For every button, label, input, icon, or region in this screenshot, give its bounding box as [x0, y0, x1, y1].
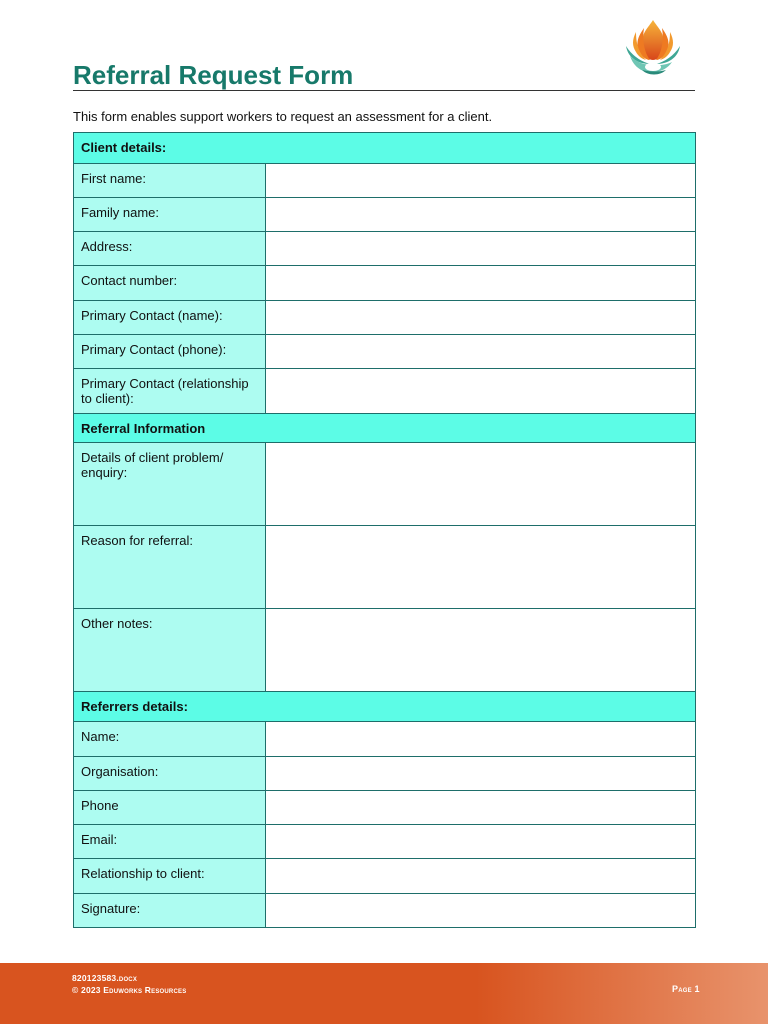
family-name-label: Family name:	[74, 198, 266, 232]
contact-number-label: Contact number:	[74, 266, 266, 301]
other-notes-field[interactable]	[266, 609, 696, 692]
title-underline	[73, 90, 695, 91]
form-row-relationship-to-client	[74, 859, 696, 894]
lotus-flower-logo-icon	[622, 16, 684, 80]
address-field[interactable]	[266, 232, 696, 266]
primary-contact-name-label: Primary Contact (name):	[74, 301, 266, 335]
signature-field[interactable]	[266, 894, 696, 928]
form-row-phone	[74, 791, 696, 825]
form-row-signature	[74, 894, 696, 928]
form-row-primary-contact-relationship	[74, 369, 696, 414]
address-label: Address:	[74, 232, 266, 266]
organisation-field[interactable]	[266, 757, 696, 791]
referrers-details-heading: Referrers details:	[74, 692, 696, 722]
footer-copyright: © 2023 Eduworks Resources	[72, 985, 187, 995]
signature-label: Signature:	[74, 894, 266, 928]
primary-contact-name-field[interactable]	[266, 301, 696, 335]
form-row-other-notes	[74, 609, 696, 692]
form-row-client-problem	[74, 443, 696, 526]
relationship-to-client-field[interactable]	[266, 859, 696, 894]
referral-information-heading: Referral Information	[74, 414, 696, 443]
form-row-family-name	[74, 198, 696, 232]
family-name-field[interactable]	[266, 198, 696, 232]
intro-text: This form enables support workers to request an assessment for a client.	[73, 109, 493, 124]
referral-form-table	[73, 132, 696, 928]
form-row-reason-for-referral	[74, 526, 696, 609]
relationship-to-client-label: Relationship to client:	[74, 859, 266, 894]
contact-number-field[interactable]	[266, 266, 696, 301]
email-label: Email:	[74, 825, 266, 859]
form-row-referrer-name	[74, 722, 696, 757]
form-row-address	[74, 232, 696, 266]
phone-field[interactable]	[266, 791, 696, 825]
footer-filename: 820123583.docx	[72, 973, 138, 983]
primary-contact-phone-field[interactable]	[266, 335, 696, 369]
page-footer	[0, 963, 768, 1024]
form-row-primary-contact-name	[74, 301, 696, 335]
form-row-email	[74, 825, 696, 859]
primary-contact-relationship-label: Primary Contact (relationship to client):	[74, 369, 266, 414]
referrer-name-label: Name:	[74, 722, 266, 757]
other-notes-label: Other notes:	[74, 609, 266, 692]
form-row-contact-number	[74, 266, 696, 301]
reason-for-referral-field[interactable]	[266, 526, 696, 609]
primary-contact-phone-label: Primary Contact (phone):	[74, 335, 266, 369]
organisation-label: Organisation:	[74, 757, 266, 791]
client-problem-label: Details of client problem/ enquiry:	[74, 443, 266, 526]
reason-for-referral-label: Reason for referral:	[74, 526, 266, 609]
footer-page-number: Page 1	[672, 984, 700, 994]
client-details-heading: Client details:	[74, 133, 696, 164]
form-row-first-name	[74, 164, 696, 198]
referrer-name-field[interactable]	[266, 722, 696, 757]
phone-label: Phone	[74, 791, 266, 825]
form-row-primary-contact-phone	[74, 335, 696, 369]
primary-contact-relationship-field[interactable]	[266, 369, 696, 414]
client-problem-field[interactable]	[266, 443, 696, 526]
first-name-label: First name:	[74, 164, 266, 198]
email-field[interactable]	[266, 825, 696, 859]
form-row-organisation	[74, 757, 696, 791]
first-name-field[interactable]	[266, 164, 696, 198]
page-title: Referral Request Form	[73, 60, 354, 90]
